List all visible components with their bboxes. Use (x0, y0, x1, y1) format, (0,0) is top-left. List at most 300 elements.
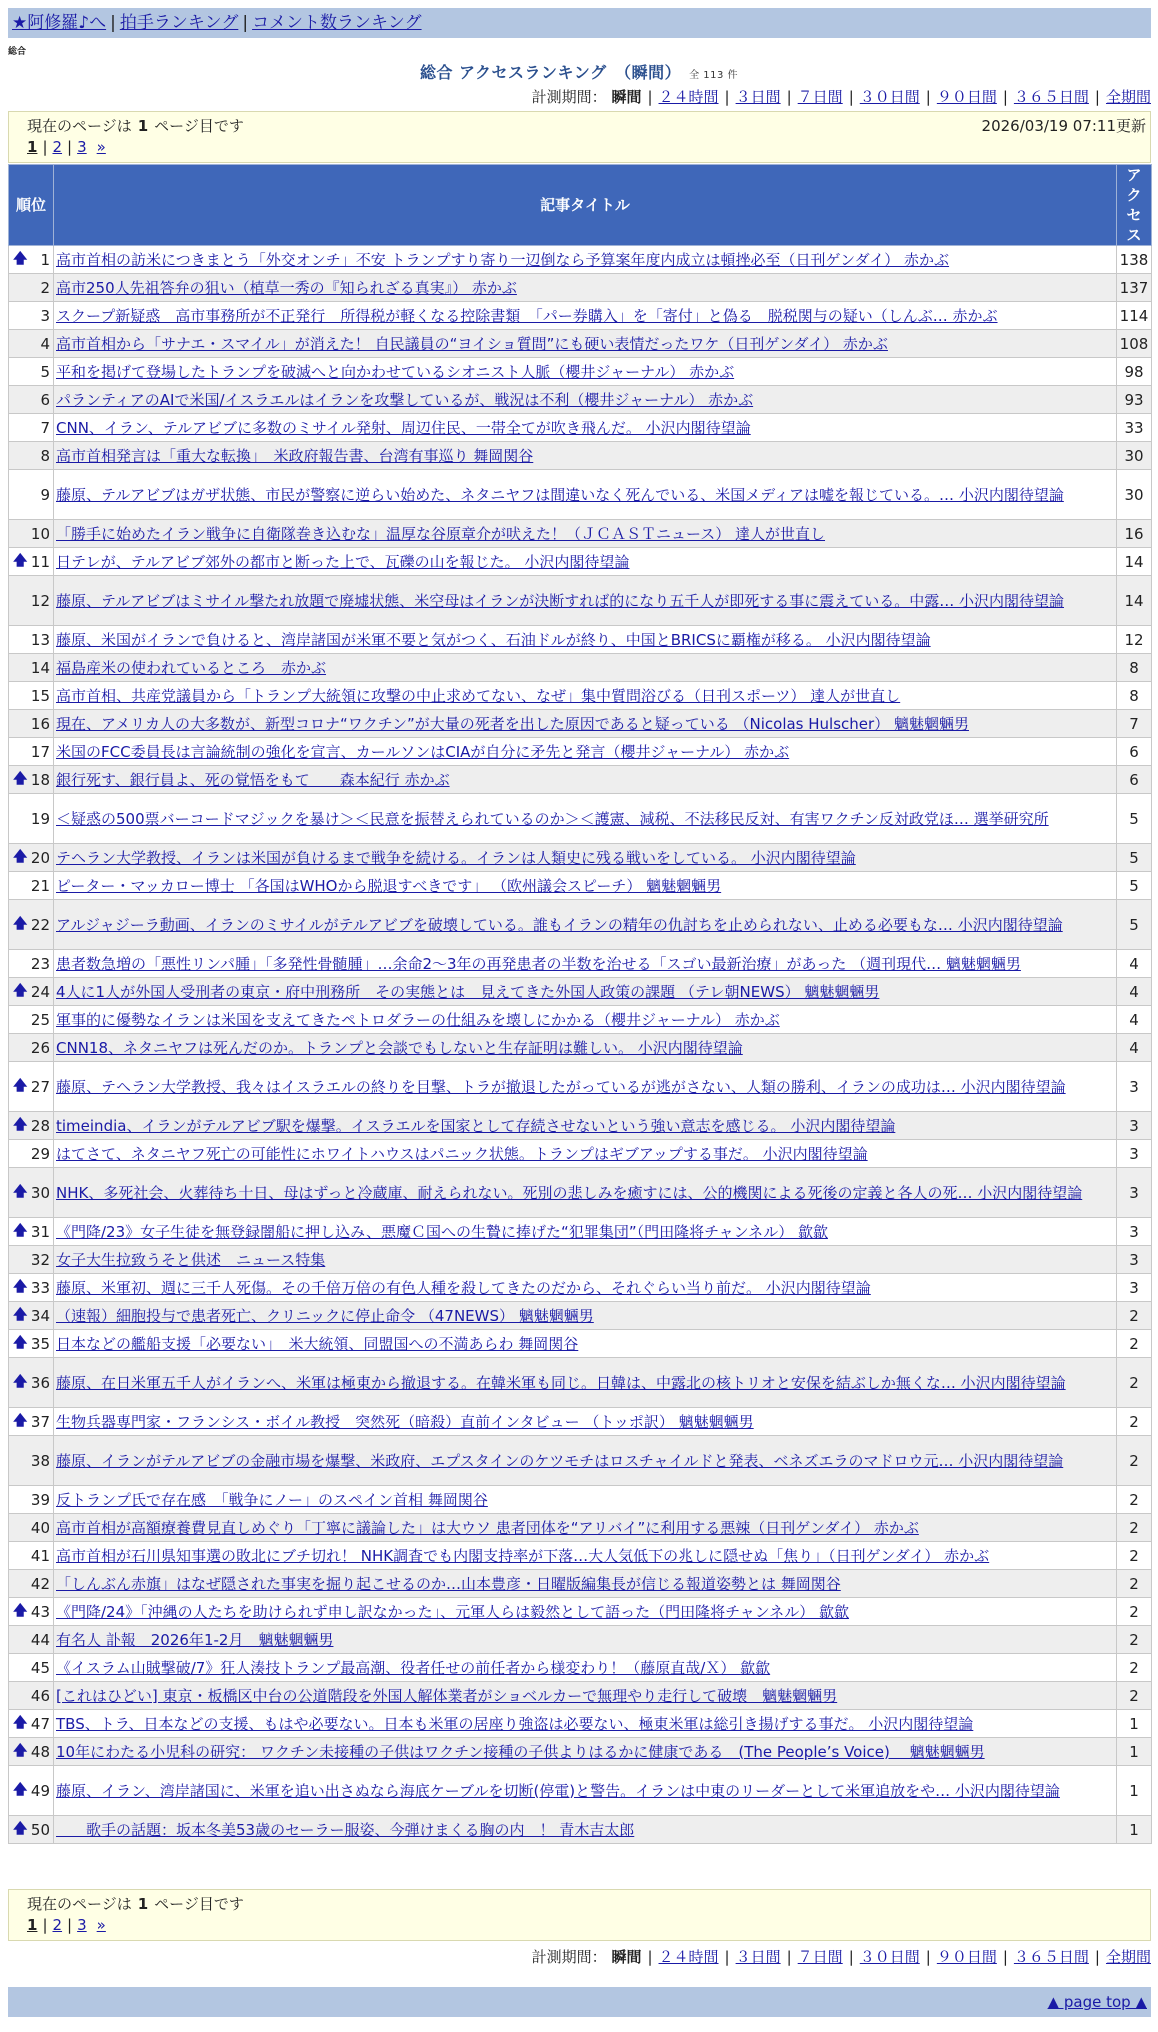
article-title-link[interactable]: （速報）細胞投与で患者死亡、クリニックに停止命令 （47NEWS） 魑魅魍魎男 (56, 1306, 594, 1325)
rank-cell (9, 682, 54, 710)
table-row (9, 1062, 1152, 1112)
access-count: 98 (1117, 358, 1152, 386)
rank-number: 47 (30, 1714, 50, 1733)
rank-number: 9 (40, 485, 50, 504)
total-count: 全 113 件 (689, 70, 739, 81)
title-cell (54, 794, 1117, 844)
table-row (9, 766, 1152, 794)
rank-up-arrow-icon: 🡅 (13, 1781, 28, 1798)
access-count: 1 (1117, 1738, 1152, 1766)
article-title-link[interactable]: 藤原、在日米軍五千人がイランへ、米軍は極東から撤退する。在韓米軍も同じ。日韓は、中露北の核トリオと安保を結ぶしか無くな… 小沢内閣待望論 (56, 1373, 1066, 1392)
rank-number: 43 (30, 1602, 50, 1621)
rank-cell (9, 766, 54, 794)
article-title-link[interactable]: 藤原、テヘラン大学教授、我々はイスラエルの終りを目撃、トラが撤退したがっているが逃がさない、人類の勝利、イランの成功は… 小沢内閣待望論 (56, 1077, 1066, 1096)
title-cell (54, 414, 1117, 442)
rank-up-arrow-icon: 🡅 (13, 1077, 28, 1094)
rank-up-arrow-icon: 🡅 (13, 250, 28, 267)
page-link-3[interactable]: 3 (77, 138, 87, 156)
article-title-link[interactable]: はてさて、ネタニヤフ死亡の可能性にホワイトハウスはパニック状態。トランプはギブアップする事だ。 小沢内閣待望論 (56, 1144, 868, 1163)
period-link-24h[interactable]: ２４時間 (658, 1948, 719, 1966)
article-title-link[interactable]: 「しんぶん赤旗」はなぜ隠された事実を掘り起こせるのか…山本豊彦・日曜版編集長が信じる報道姿勢とは 舞岡関谷 (56, 1574, 841, 1593)
rank-cell (9, 414, 54, 442)
table-row (9, 1598, 1152, 1626)
article-title-link[interactable]: 10年にわたる小児科の研究： ワクチン未接種の子供はワクチン接種の子供よりはるかに健康である (The People’s Voice) 魑魅魍魎男 (56, 1742, 985, 1761)
rank-cell (9, 654, 54, 682)
rank-cell (9, 1302, 54, 1330)
table-row (9, 1408, 1152, 1436)
article-title-link[interactable]: 藤原、テルアビブはガザ状態、市民が警察に逆らい始めた、ネタニヤフは間違いなく死んでいる、米国メディアは嘘を報じている。… 小沢内閣待望論 (56, 485, 1064, 504)
article-title-link[interactable]: 藤原、イランがテルアビブの金融市場を爆撃、米政府、エプスタインのケツモチはロスチャイルドと発表、ベネズエラのマドロウ元… 小沢内閣待望論 (56, 1451, 1064, 1470)
article-title-link[interactable]: 高市首相の訪米につきまとう「外交オンチ」不安 トランプすり寄り一辺倒なら予算案年度内成立は頓挫必至（日刊ゲンダイ） 赤かぶ (56, 250, 950, 269)
article-title-link[interactable]: 反トランプ氏で存在感 「戦争にノー」のスペイン首相 舞岡関谷 (56, 1490, 488, 1509)
access-count: 7 (1117, 710, 1152, 738)
article-title-link[interactable]: 日テレが、テルアビブ郊外の都市と断った上で、瓦礫の山を報じた。 小沢内閣待望論 (56, 552, 630, 571)
rank-cell (9, 900, 54, 950)
table-row (9, 1218, 1152, 1246)
rank-number: 32 (30, 1250, 50, 1269)
article-title-link[interactable]: 「勝手に始めたイラン戦争に自衛隊巻き込むな」温厚な谷原章介が吠えた！（ＪＣＡＳＴニュース） 達人が世直し (56, 524, 826, 543)
page-current: 1 (27, 1916, 38, 1934)
title-cell (54, 576, 1117, 626)
title-cell (54, 1006, 1117, 1034)
rank-cell (9, 1034, 54, 1062)
access-count: 2 (1117, 1408, 1152, 1436)
rank-number: 17 (30, 742, 50, 761)
rank-cell (9, 1112, 54, 1140)
rank-number: 39 (30, 1490, 50, 1509)
article-title-link[interactable]: 福島産米の使われているところ 赤かぶ (56, 658, 327, 677)
title-cell (54, 520, 1117, 548)
article-title-link[interactable]: TBS、トラ、日本などの支援、もはや必要ない。日本も米軍の居座り強盗は必要ない、極東米軍は総引き揚げする事だ。 小沢内閣待望論 (56, 1714, 974, 1733)
table-row (9, 1514, 1152, 1542)
article-title-link[interactable]: 高市首相、共産党議員から「トランプ大統領に攻撃の中止求めてない、なぜ」集中質問浴びる（日刊スポーツ） 達人が世直し (56, 686, 901, 705)
period-selector: 計測期間： 瞬間 | ２４時間 | ３日間 | ７日間 | ３０日間 | ９０日間 | ３６５日間 | 全期間 (531, 88, 1151, 106)
rank-number: 16 (30, 714, 50, 733)
article-title-link[interactable]: 藤原、米軍初、週に三千人死傷。その千倍万倍の有色人種を殺してきたのだから、それぐらい当り前だ。 小沢内閣待望論 (56, 1278, 871, 1297)
access-count: 3 (1117, 1112, 1152, 1140)
rank-up-arrow-icon: 🡅 (13, 1602, 28, 1619)
title-cell (54, 1168, 1117, 1218)
article-title-link[interactable]: 高市首相から「サナエ・スマイル」が消えた！ 自民議員の“ヨイショ質問”にも硬い表情だったワケ（日刊ゲンダイ） 赤かぶ (56, 334, 888, 353)
article-title-link[interactable]: 藤原、イラン、湾岸諸国に、米軍を追い出さぬなら海底ケーブルを切断(停電)と警告。イランは中東のリーダーとして米軍追放をや… 小沢内閣待望論 (56, 1781, 1060, 1800)
table-row (9, 548, 1152, 576)
rank-cell (9, 1816, 54, 1844)
rank-number: 6 (40, 390, 50, 409)
table-row (9, 872, 1152, 900)
title-cell (54, 1034, 1117, 1062)
period-link-3d[interactable]: ３日間 (735, 1948, 781, 1966)
access-count: 3 (1117, 1168, 1152, 1218)
rank-number: 37 (30, 1412, 50, 1431)
rank-number: 34 (30, 1306, 50, 1325)
access-count: 2 (1117, 1654, 1152, 1682)
table-row (9, 1274, 1152, 1302)
title-cell (54, 1302, 1117, 1330)
access-count: 137 (1117, 274, 1152, 302)
ranking-table (8, 164, 1152, 1844)
rank-cell (9, 246, 54, 274)
article-title-link[interactable]: CNN、イラン、テルアビブに多数のミサイル発射、周辺住民、一帯全てが吹き飛んだ。 小沢内閣待望論 (56, 418, 751, 437)
table-row (9, 682, 1152, 710)
period-link-all[interactable]: 全期間 (1105, 88, 1151, 106)
article-title-link[interactable]: [これはひどい] 東京・板橋区中台の公道階段を外国人解体業者がショベルカーで無理やり走行して破壊 魑魅魍魎男 (56, 1686, 838, 1705)
access-count: 6 (1117, 766, 1152, 794)
article-title-link[interactable]: 藤原、テルアビブはミサイル撃たれ放題で廃墟状態、米空母はイランが決断すれば的になり五千人が即死する事に震えている。中露… 小沢内閣待望論 (56, 591, 1064, 610)
access-count: 2 (1117, 1570, 1152, 1598)
rank-cell (9, 1408, 54, 1436)
table-row (9, 1358, 1152, 1408)
rank-cell (9, 1486, 54, 1514)
rank-number: 23 (30, 954, 50, 973)
link-asyura-home[interactable]: ★阿修羅♪へ (12, 13, 107, 33)
footer-bar (8, 1987, 1151, 2017)
article-title-link[interactable]: 《イスラム山賊撃破/7》狂人湊技トランプ最高潮、役者任せの前任者から様変わり！（藤原直哉/Ｘ） 歙歙 (56, 1658, 771, 1677)
rank-up-arrow-icon: 🡅 (13, 1714, 28, 1731)
rank-cell (9, 1766, 54, 1816)
rank-number: 33 (30, 1278, 50, 1297)
article-title-link[interactable]: 歌手の話題：坂本冬美53歳のセーラー服姿、今弾けまくる胸の内 ！ 青木吉太郎 (56, 1820, 635, 1839)
title-cell (54, 1246, 1117, 1274)
rank-cell (9, 794, 54, 844)
table-row (9, 1654, 1152, 1682)
article-title-link[interactable]: アルジャジーラ動画、イランのミサイルがテルアビブを破壊している。誰もイランの精年の仇討ちを止められない、止める必要もな… 小沢内閣待望論 (56, 915, 1063, 934)
access-count: 12 (1117, 626, 1152, 654)
rank-cell (9, 1140, 54, 1168)
article-title-link[interactable]: 藤原、米国がイランで負けると、湾岸諸国が米軍不要と気がつく、石油ドルが終り、中国とBRICSに覇権が移る。 小沢内閣待望論 (56, 630, 931, 649)
article-title-link[interactable]: NHK、多死社会、火葬待ち十日、母はずっと冷蔵庫、耐えられない。死別の悲しみを癒すには、公的機関による死後の定義と各人の死… 小沢内閣待望論 (56, 1183, 1083, 1202)
period-link-365d[interactable]: ３６５日間 (1013, 1948, 1089, 1966)
access-count: 2 (1117, 1682, 1152, 1710)
table-row (9, 900, 1152, 950)
access-count: 108 (1117, 330, 1152, 358)
access-count: 8 (1117, 682, 1152, 710)
access-count: 30 (1117, 442, 1152, 470)
access-count: 4 (1117, 1034, 1152, 1062)
page-current: 1 (27, 138, 38, 156)
header-title: 記事タイトル (54, 165, 1117, 246)
title-cell (54, 1654, 1117, 1682)
rank-number: 35 (30, 1334, 50, 1353)
title-cell (54, 766, 1117, 794)
title-cell (54, 1710, 1117, 1738)
rank-number: 36 (30, 1373, 50, 1392)
access-count: 114 (1117, 302, 1152, 330)
rank-up-arrow-icon: 🡅 (13, 982, 28, 999)
access-count: 14 (1117, 576, 1152, 626)
rank-cell (9, 1436, 54, 1486)
article-title-link[interactable]: 《門降/24》「沖縄の人たちを助けられず申し訳なかった」、元軍人らは毅然として語った（門田隆将チャンネル） 歙歙 (56, 1602, 850, 1621)
title-cell (54, 302, 1117, 330)
access-count: 16 (1117, 520, 1152, 548)
article-title-link[interactable]: 日本などの艦船支援「必要ない」 米大統領、同盟国への不満あらわ 舞岡関谷 (56, 1334, 579, 1353)
rank-cell (9, 302, 54, 330)
rank-up-arrow-icon: 🡅 (13, 1183, 28, 1200)
title-cell (54, 1436, 1117, 1486)
article-title-link[interactable]: timeindia、イランがテルアビブ駅を爆撃。イスラエルを国家として存続させないという強い意志を感じる。 小沢内閣待望論 (56, 1116, 896, 1135)
link-applause-ranking[interactable]: 拍手ランキング (119, 13, 239, 33)
rank-cell (9, 978, 54, 1006)
table-row (9, 950, 1152, 978)
table-row (9, 330, 1152, 358)
rank-number: 14 (30, 658, 50, 677)
access-count: 4 (1117, 978, 1152, 1006)
rank-up-arrow-icon: 🡅 (13, 1412, 28, 1429)
article-title-link[interactable]: 有名人 訃報 2026年1-2月 魑魅魍魎男 (56, 1630, 334, 1649)
rank-number: 11 (30, 552, 50, 571)
rank-cell (9, 1168, 54, 1218)
title-cell (54, 358, 1117, 386)
table-row (9, 1682, 1152, 1710)
table-row (9, 1710, 1152, 1738)
table-row (9, 520, 1152, 548)
title-cell (54, 844, 1117, 872)
rank-number: 8 (40, 446, 50, 465)
rank-number: 7 (40, 418, 50, 437)
table-row (9, 794, 1152, 844)
header-rank: 順位 (9, 165, 54, 246)
rank-cell (9, 358, 54, 386)
page-links: 1 | 2 | 3 » (27, 138, 106, 156)
rank-cell (9, 1514, 54, 1542)
access-count: 138 (1117, 246, 1152, 274)
period-label: 計測期間： (531, 88, 607, 106)
rank-up-arrow-icon: 🡅 (13, 1820, 28, 1837)
table-row (9, 1302, 1152, 1330)
article-title-link[interactable]: CNN18、ネタニヤフは死んだのか。トランプと会談でもしないと生存証明は難しい。 小沢内閣待望論 (56, 1038, 743, 1057)
pager-message: 現在のページは 1 ページ目です (27, 117, 244, 135)
period-link-7d[interactable]: ７日間 (797, 1948, 843, 1966)
rank-number: 28 (30, 1116, 50, 1135)
article-title-link[interactable]: 高市首相が高額療養費見直しめぐり「丁寧に議論した」は大ウソ 患者団体を“アリバイ”に利用する悪辣（日刊ゲンダイ） 赤かぶ (56, 1518, 919, 1537)
title-cell (54, 386, 1117, 414)
article-title-link[interactable]: 銀行死す、銀行員よ、死の覚悟をもて 森本紀行 赤かぶ (56, 770, 450, 789)
table-row (9, 1246, 1152, 1274)
header-access: アクセス (1117, 165, 1152, 246)
rank-cell (9, 548, 54, 576)
rank-cell (9, 950, 54, 978)
table-row (9, 738, 1152, 766)
updated-timestamp: 2026/03/19 07:11更新 (981, 117, 1146, 135)
rank-number: 10 (30, 524, 50, 543)
title-cell (54, 1816, 1117, 1844)
table-row (9, 302, 1152, 330)
rank-number: 20 (30, 848, 50, 867)
access-count: 1 (1117, 1816, 1152, 1844)
title-cell (54, 1140, 1117, 1168)
rank-number: 18 (30, 770, 50, 789)
access-count: 2 (1117, 1486, 1152, 1514)
article-title-link[interactable]: 高市首相が石川県知事選の敗北にブチ切れ！ NHK調査でも内閣支持率が下落…大人気低下の兆しに隠せぬ「焦り」（日刊ゲンダイ） 赤かぶ (56, 1546, 990, 1565)
period-link-24h[interactable]: ２４時間 (658, 88, 719, 106)
access-count: 6 (1117, 738, 1152, 766)
rank-up-arrow-icon: 🡅 (13, 1373, 28, 1390)
access-count: 3 (1117, 1062, 1152, 1112)
rank-cell (9, 1218, 54, 1246)
access-count: 2 (1117, 1436, 1152, 1486)
access-count: 93 (1117, 386, 1152, 414)
period-link-90d[interactable]: ９０日間 (936, 88, 997, 106)
rank-cell (9, 1358, 54, 1408)
access-count: 1 (1117, 1766, 1152, 1816)
title-cell (54, 1738, 1117, 1766)
period-link-3d[interactable]: ３日間 (735, 88, 781, 106)
article-title-link[interactable]: 患者数急増の「悪性リンパ腫」「多発性骨髄腫」…余命2～3年の再発患者の半数を治せる「スゴい最新治療」があった （週刊現代… 魑魅魍魎男 (56, 954, 1021, 973)
rank-number: 24 (30, 982, 50, 1001)
title-cell (54, 1330, 1117, 1358)
nav-separator: | (242, 13, 249, 33)
article-title-link[interactable]: パランティアのAIで米国/イスラエルはイランを攻撃しているが、戦況は不利（櫻井ジャーナル） 赤かぶ (56, 390, 754, 409)
table-row (9, 1330, 1152, 1358)
access-count: 3 (1117, 1140, 1152, 1168)
title-cell (54, 470, 1117, 520)
rank-number: 4 (40, 334, 50, 353)
table-row (9, 1542, 1152, 1570)
rank-number: 44 (30, 1630, 50, 1649)
article-title-link[interactable]: ＜疑惑の500票バーコードマジックを暴け＞＜民意を振替えられているのか＞＜護憲、減税、不法移民反対、有害ワクチン反対政党ほ… 選挙研究所 (56, 809, 1049, 828)
page-link-3[interactable]: 3 (77, 1916, 87, 1934)
rank-number: 3 (40, 306, 50, 325)
article-title-link[interactable]: 米国のFCC委員長は言論統制の強化を宣言、カールソンはCIAが自分に矛先と発言（櫻井ジャーナル） 赤かぶ (56, 742, 790, 761)
title-cell (54, 1626, 1117, 1654)
rank-cell (9, 1006, 54, 1034)
rank-up-arrow-icon: 🡅 (13, 1334, 28, 1351)
rank-number: 42 (30, 1574, 50, 1593)
article-title-link[interactable]: 女子大生拉致うそと供述 ニュース特集 (56, 1250, 326, 1269)
access-count: 5 (1117, 794, 1152, 844)
article-title-link[interactable]: スクープ新疑惑 高市事務所が不正発行 所得税が軽くなる控除書類 「パー券購入」を「寄付」と偽る 脱税関与の疑い（しんぶ… 赤かぶ (56, 306, 998, 325)
rank-number: 13 (30, 630, 50, 649)
title-cell (54, 950, 1117, 978)
article-title-link[interactable]: 現在、アメリカ人の大多数が、新型コロナ“ワクチン”が大量の死者を出した原因であると疑っている （Nicolas Hulscher） 魑魅魍魎男 (56, 714, 969, 733)
period-link-7d[interactable]: ７日間 (797, 88, 843, 106)
table-row (9, 1486, 1152, 1514)
article-title-link[interactable]: 軍事的に優勢なイランは米国を支えてきたペトロダラーの仕組みを壊しにかかる（櫻井ジャーナル） 赤かぶ (56, 1010, 780, 1029)
rank-up-arrow-icon: 🡅 (13, 915, 28, 932)
article-title-link[interactable]: 生物兵器専門家・フランシス・ボイル教授 突然死（暗殺）直前インタビュー （トッポ訳） 魑魅魍魎男 (56, 1412, 754, 1431)
article-title-link[interactable]: 高市首相発言は「重大な転換」 米政府報告書、台湾有事巡り 舞岡関谷 (56, 446, 534, 465)
title-cell (54, 1274, 1117, 1302)
article-title-link[interactable]: 平和を掲げて登場したトランプを破滅へと向かわせているシオニスト人脈（櫻井ジャーナル） 赤かぶ (56, 362, 735, 381)
period-link-365d[interactable]: ３６５日間 (1013, 88, 1089, 106)
page-link-next[interactable]: » (96, 1916, 106, 1934)
title-cell (54, 246, 1117, 274)
table-row (9, 1034, 1152, 1062)
article-title-link[interactable]: テヘラン大学教授、イランは米国が負けるまで戦争を続ける。イランは人類史に残る戦いをしている。 小沢内閣待望論 (56, 848, 856, 867)
rank-up-arrow-icon: 🡅 (13, 1222, 28, 1239)
table-row (9, 442, 1152, 470)
access-count: 2 (1117, 1542, 1152, 1570)
rank-number: 12 (30, 591, 50, 610)
page-link-next[interactable]: » (96, 138, 106, 156)
page-title-row (0, 60, 1158, 83)
title-cell (54, 1514, 1117, 1542)
title-cell (54, 978, 1117, 1006)
rank-cell (9, 738, 54, 766)
article-title-link[interactable]: 《門降/23》女子生徒を無登録闇船に押し込み、悪魔Ｃ国への生贄に捧げた“犯罪集団”（門田隆将チャンネル） 歙歙 (56, 1222, 828, 1241)
access-count: 1 (1117, 1710, 1152, 1738)
rank-cell (9, 576, 54, 626)
table-row (9, 1140, 1152, 1168)
pager-message: 現在のページは 1 ページ目です (27, 1895, 244, 1913)
rank-number: 21 (30, 876, 50, 895)
title-cell (54, 1486, 1117, 1514)
title-cell (54, 1542, 1117, 1570)
title-cell (54, 738, 1117, 766)
title-cell (54, 626, 1117, 654)
page-links: 1 | 2 | 3 » (27, 1916, 106, 1934)
access-count: 4 (1117, 1006, 1152, 1034)
table-row (9, 246, 1152, 274)
rank-number: 30 (30, 1183, 50, 1202)
article-title-link[interactable]: 4人に1人が外国人受刑者の東京・府中刑務所 その実態とは 見えてきた外国人政策の課題 （テレ朝NEWS） 魑魅魍魎男 (56, 982, 880, 1001)
rank-up-arrow-icon: 🡅 (13, 848, 28, 865)
title-cell (54, 330, 1117, 358)
access-count: 5 (1117, 844, 1152, 872)
table-row (9, 1738, 1152, 1766)
rank-number: 19 (30, 809, 50, 828)
rank-number: 25 (30, 1010, 50, 1029)
article-title-link[interactable]: ピーター・マッカロー博士 「各国はWHOから脱退すべきです」 （欧州議会スピーチ） 魑魅魍魎男 (56, 876, 722, 895)
period-current: 瞬間 (611, 88, 642, 106)
rank-number: 45 (30, 1658, 50, 1677)
table-row (9, 1816, 1152, 1844)
title-cell (54, 1598, 1117, 1626)
title-cell (54, 682, 1117, 710)
title-cell (54, 1570, 1117, 1598)
pager-top (8, 111, 1151, 163)
access-count: 30 (1117, 470, 1152, 520)
rank-number: 15 (30, 686, 50, 705)
rank-number: 5 (40, 362, 50, 381)
rank-number: 22 (30, 915, 50, 934)
rank-number: 27 (30, 1077, 50, 1096)
title-cell (54, 548, 1117, 576)
access-count: 33 (1117, 414, 1152, 442)
rank-cell (9, 872, 54, 900)
rank-cell (9, 386, 54, 414)
period-link-90d[interactable]: ９０日間 (936, 1948, 997, 1966)
rank-cell (9, 1542, 54, 1570)
access-count: 5 (1117, 872, 1152, 900)
rank-cell (9, 1330, 54, 1358)
rank-number: 31 (30, 1222, 50, 1241)
rank-cell (9, 1274, 54, 1302)
rank-cell (9, 1246, 54, 1274)
page-link-2[interactable]: 2 (52, 138, 63, 156)
page-top-link[interactable]: ▲ page top ▲ (1047, 1993, 1147, 2011)
title-cell (54, 872, 1117, 900)
period-link-all[interactable]: 全期間 (1105, 1948, 1151, 1966)
title-cell (54, 1408, 1117, 1436)
rank-number: 29 (30, 1144, 50, 1163)
table-row (9, 1168, 1152, 1218)
title-cell (54, 654, 1117, 682)
link-comment-ranking[interactable]: コメント数ランキング (252, 13, 422, 33)
access-count: 3 (1117, 1274, 1152, 1302)
table-row (9, 358, 1152, 386)
table-row (9, 710, 1152, 738)
table-row (9, 654, 1152, 682)
table-row (9, 1112, 1152, 1140)
table-row (9, 274, 1152, 302)
period-link-30d[interactable]: ３０日間 (859, 88, 920, 106)
page-link-2[interactable]: 2 (52, 1916, 63, 1934)
nav-separator: | (110, 13, 116, 33)
rank-cell (9, 1710, 54, 1738)
period-link-30d[interactable]: ３０日間 (859, 1948, 920, 1966)
article-title-link[interactable]: 高市250人先祖答弁の狙い（植草一秀の『知られざる真実』） 赤かぶ (56, 278, 517, 297)
rank-cell (9, 1062, 54, 1112)
